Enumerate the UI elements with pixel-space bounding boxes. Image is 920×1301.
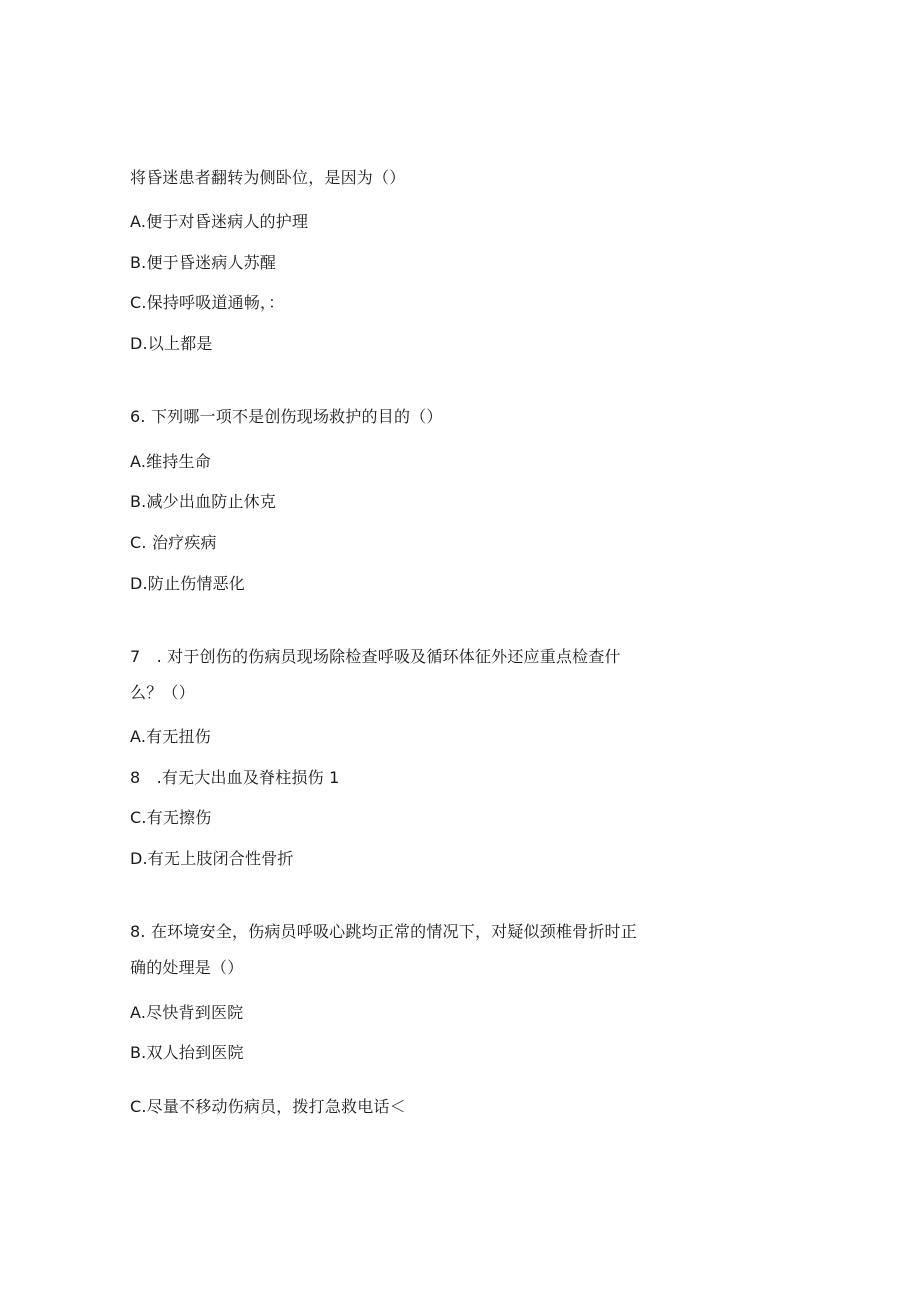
- question-6-option-d: D.防止伤情恶化: [130, 574, 246, 593]
- question-1-option-a: A.便于对昏迷病人的护理: [130, 212, 309, 231]
- question-8-option-c: C.尽量不移动伤病员，拨打急救电话＜: [130, 1097, 406, 1116]
- question-7-option-b: 8 .有无大出血及脊柱损伤 1: [130, 768, 340, 787]
- question-7-option-d: D.有无上肢闭合性骨折: [130, 849, 294, 868]
- question-1-stem: 将昏迷患者翻转为侧卧位，是因为（）: [130, 168, 406, 187]
- question-6-stem: 6. 下列哪一项不是创伤现场救护的目的（）: [130, 407, 443, 426]
- question-8-stem-line-2: 确的处理是（）: [130, 958, 244, 977]
- question-1-option-d: D.以上都是: [130, 334, 213, 353]
- question-7-stem-line-2: 么？（）: [130, 683, 195, 702]
- question-7-option-c: C.有无擦伤: [130, 808, 212, 827]
- question-6-option-b: B.减少出血防止休克: [130, 492, 277, 511]
- question-7-option-a: A.有无扭伤: [130, 727, 211, 746]
- question-8-stem-line-1: 8. 在环境安全，伤病员呼吸心跳均正常的情况下，对疑似颈椎骨折时正: [130, 922, 637, 941]
- question-6-option-c: C. 治疗疾病: [130, 533, 217, 552]
- question-6-option-a: A.维持生命: [130, 452, 211, 471]
- question-8-option-b: B.双人抬到医院: [130, 1043, 244, 1062]
- question-1-option-c: C.保持呼吸道通畅，：: [130, 293, 285, 312]
- question-8-option-a: A.尽快背到医院: [130, 1003, 244, 1022]
- question-7-stem-line-1: 7 . 对于创伤的伤病员现场除检查呼吸及循环体征外还应重点检查什: [130, 647, 621, 666]
- question-1-option-b: B.便于昏迷病人苏醒: [130, 253, 277, 272]
